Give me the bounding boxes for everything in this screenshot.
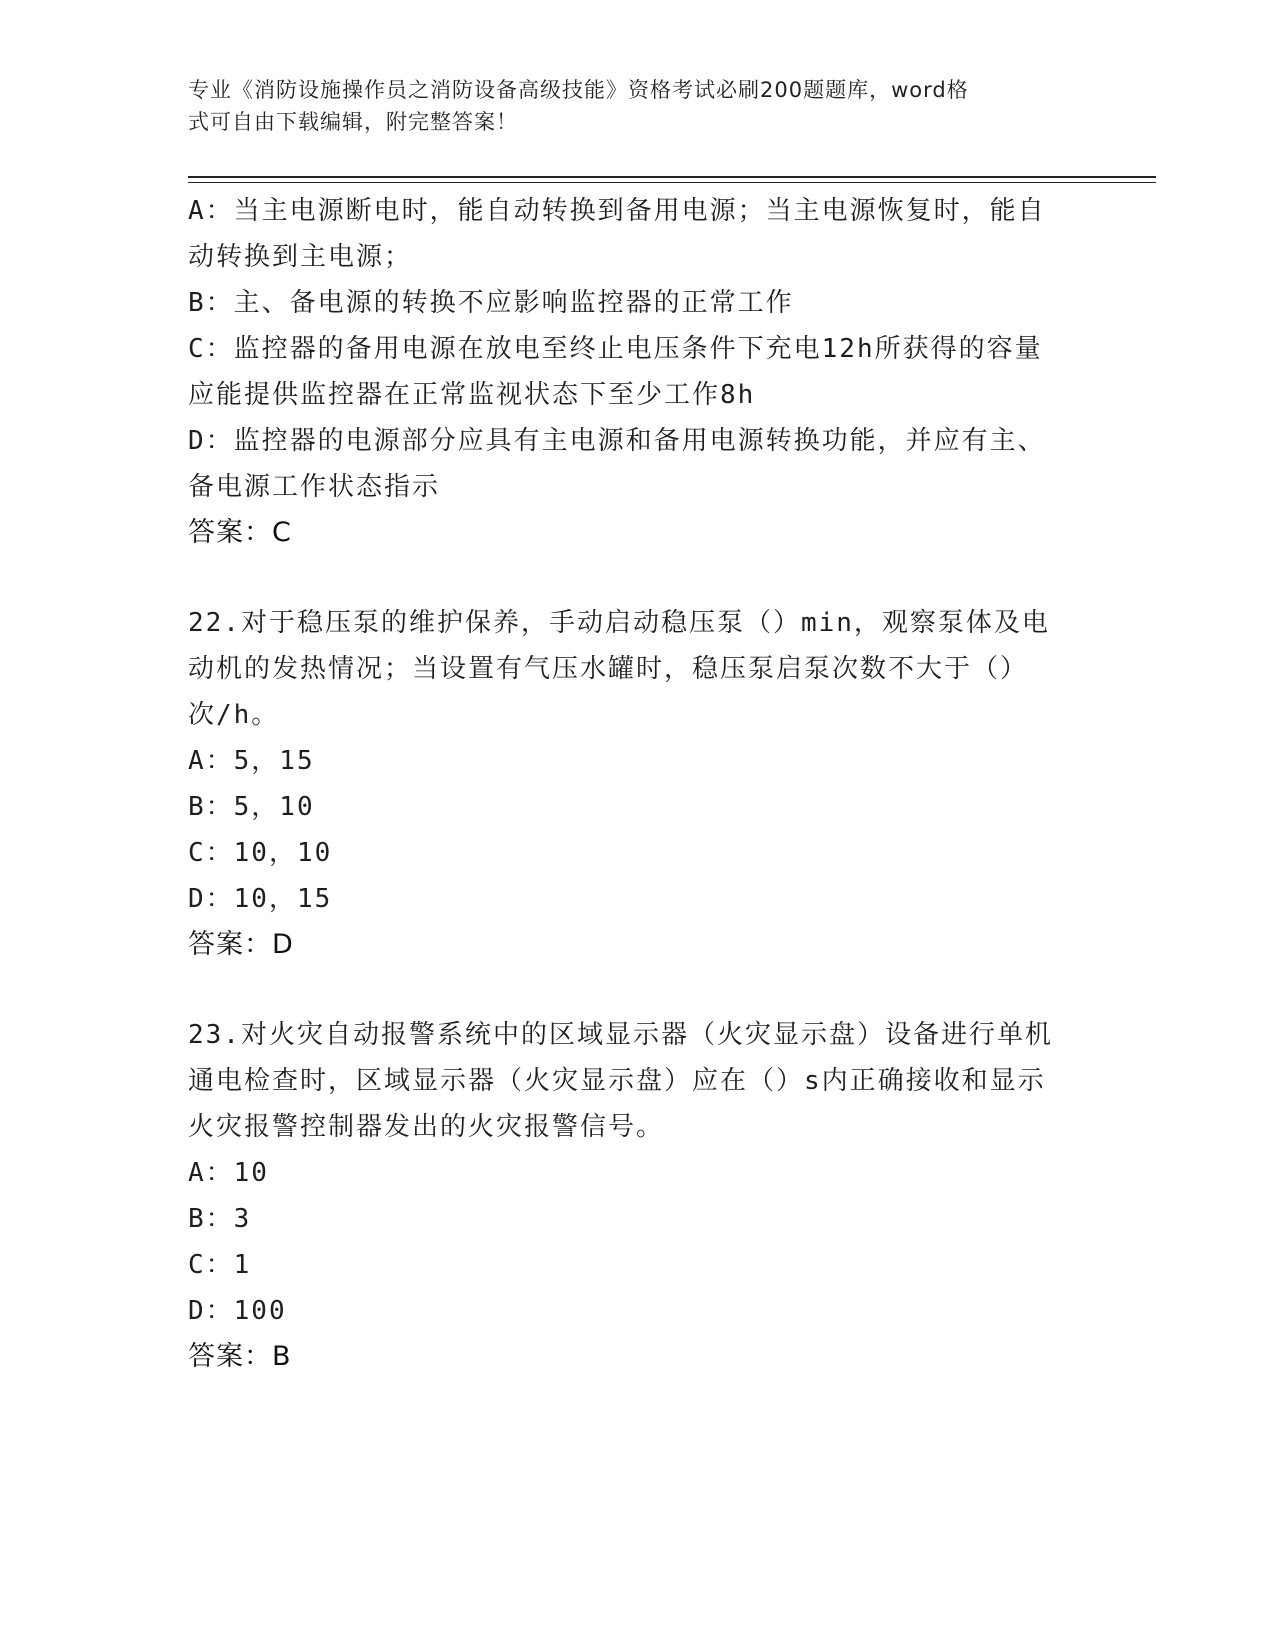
question-spacer (188, 556, 1088, 600)
question-stem-continued: 火灾报警控制器发出的火灾报警信号。 (188, 1112, 665, 1142)
header-divider-thin (188, 182, 1156, 183)
question-stem-continued: 次/h。 (188, 700, 280, 730)
option-c-continued: 应能提供监控器在正常监视状态下至少工作8h (188, 380, 756, 410)
question-23 (188, 1012, 1088, 1380)
question-22 (188, 600, 1088, 968)
option-b: B：主、备电源的转换不应影响监控器的正常工作 (188, 288, 794, 318)
question-list (188, 188, 1088, 1380)
option-d-continued: 备电源工作状态指示 (188, 472, 441, 502)
option-c: C：10，10 (188, 838, 333, 868)
answer: 答案：D (188, 929, 294, 960)
question-21 (188, 188, 1088, 556)
option-a: A：5，15 (188, 746, 315, 776)
option-c: C：1 (188, 1250, 252, 1280)
option-d: D：监控器的电源部分应具有主电源和备用电源转换功能，并应有主、 (188, 426, 1046, 456)
question-stem: 22.对于稳压泵的维护保养，手动启动稳压泵（）min，观察泵体及电 (188, 608, 1050, 638)
option-d: D：10，15 (188, 884, 333, 914)
question-spacer (188, 968, 1088, 1012)
question-stem-continued: 通电检查时，区域显示器（火灾显示盘）应在（）s内正确接收和显示 (188, 1066, 1046, 1096)
header-divider-thick (188, 176, 1156, 178)
option-b: B：5，10 (188, 792, 315, 822)
option-a: A：当主电源断电时，能自动转换到备用电源；当主电源恢复时，能自 (188, 196, 1046, 226)
option-a-continued: 动转换到主电源； (188, 242, 413, 272)
option-c: C：监控器的备用电源在放电至终止电压条件下充电12h所获得的容量 (188, 334, 1043, 364)
answer: 答案：B (188, 1341, 292, 1372)
option-a: A：10 (188, 1158, 269, 1188)
header-line-1: 专业《消防设施操作员之消防设备高级技能》资格考试必刷200题题库，word格 (188, 78, 969, 102)
option-d: D：100 (188, 1296, 287, 1326)
option-b: B：3 (188, 1204, 252, 1234)
question-stem: 23.对火灾自动报警系统中的区域显示器（火灾显示盘）设备进行单机 (188, 1020, 1053, 1050)
header-line-2: 式可自由下载编辑，附完整答案！ (188, 110, 518, 134)
answer: 答案：C (188, 517, 292, 548)
question-stem-continued: 动机的发热情况；当设置有气压水罐时，稳压泵启泵次数不大于（） (188, 654, 1029, 684)
document-header (188, 74, 1068, 138)
